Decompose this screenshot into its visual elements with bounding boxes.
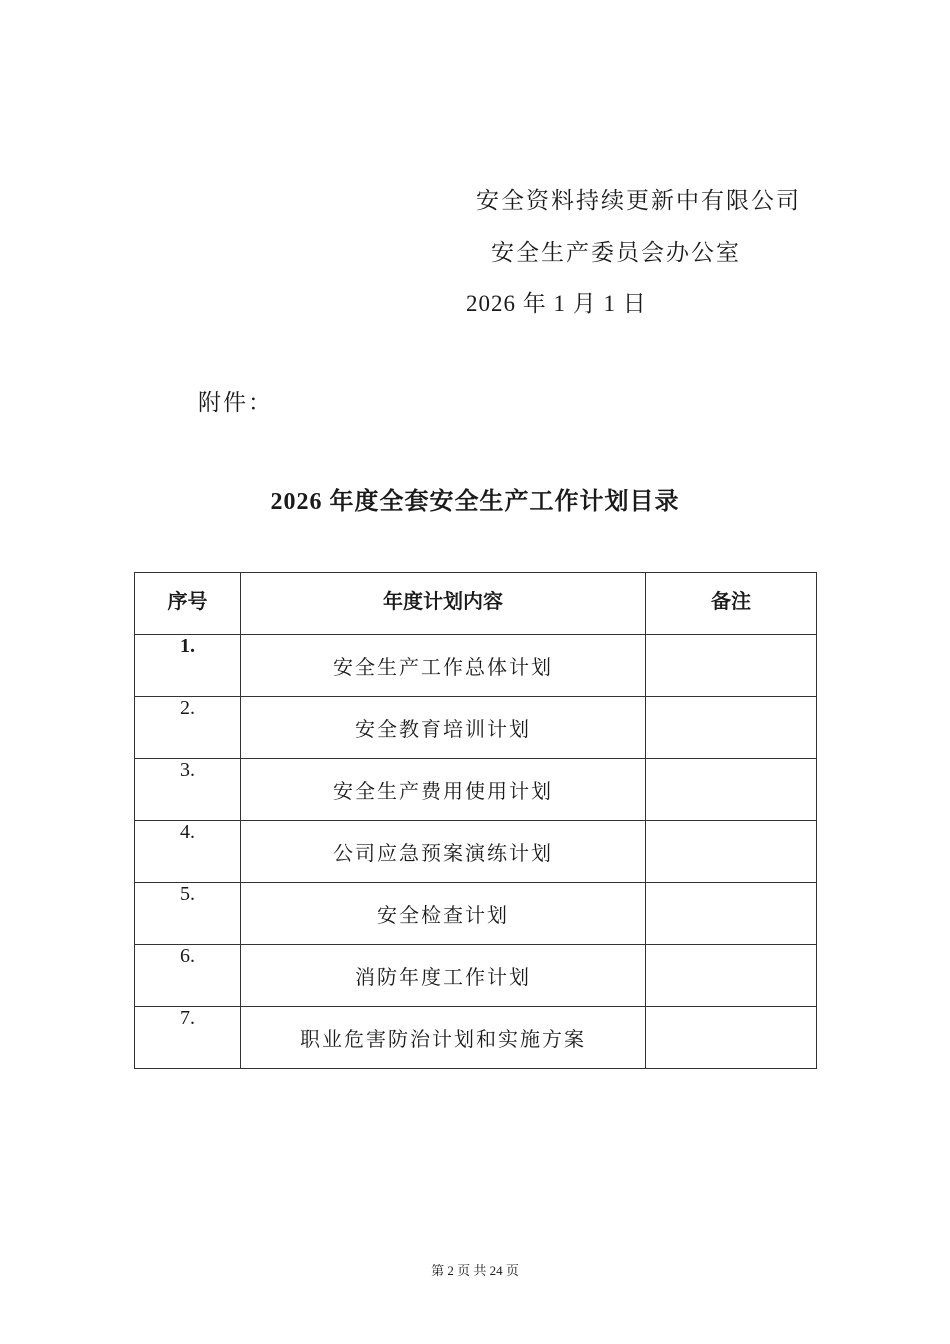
table-row [135,883,817,945]
table-row [135,821,817,883]
row-content: 安全生产工作总体计划 [241,635,646,697]
table-header-row [135,573,817,635]
row-remarks [646,635,817,697]
row-content: 消防年度工作计划 [241,945,646,1007]
header-remarks: 备注 [646,573,817,635]
table-row [135,1007,817,1069]
document-title: 2026 年度全套安全生产工作计划目录 [270,489,680,515]
signature-company: 安全资料持续更新中有限公司 [476,188,801,214]
page-footer: 第 2 页 共 24 页 [431,1263,519,1278]
row-number: 1. [135,635,241,697]
row-number: 4. [135,821,241,883]
header-content: 年度计划内容 [241,573,646,635]
table-row [135,759,817,821]
table-row [135,635,817,697]
table-row [135,945,817,1007]
row-number: 2. [135,697,241,759]
row-number: 5. [135,883,241,945]
row-remarks [646,697,817,759]
row-content: 安全检查计划 [241,883,646,945]
header-number: 序号 [135,573,241,635]
table-row [135,697,817,759]
row-content: 安全生产费用使用计划 [241,759,646,821]
row-number: 3. [135,759,241,821]
attachment-label: 附件： [198,390,273,416]
row-number: 6. [135,945,241,1007]
plan-table [134,572,817,1069]
row-content: 职业危害防治计划和实施方案 [241,1007,646,1069]
row-remarks [646,759,817,821]
row-remarks [646,821,817,883]
row-remarks [646,883,817,945]
signature-office: 安全生产委员会办公室 [491,240,741,266]
row-remarks [646,945,817,1007]
row-remarks [646,1007,817,1069]
row-content: 安全教育培训计划 [241,697,646,759]
signature-date: 2026 年 1 月 1 日 [466,291,647,316]
row-number: 7. [135,1007,241,1069]
row-content: 公司应急预案演练计划 [241,821,646,883]
